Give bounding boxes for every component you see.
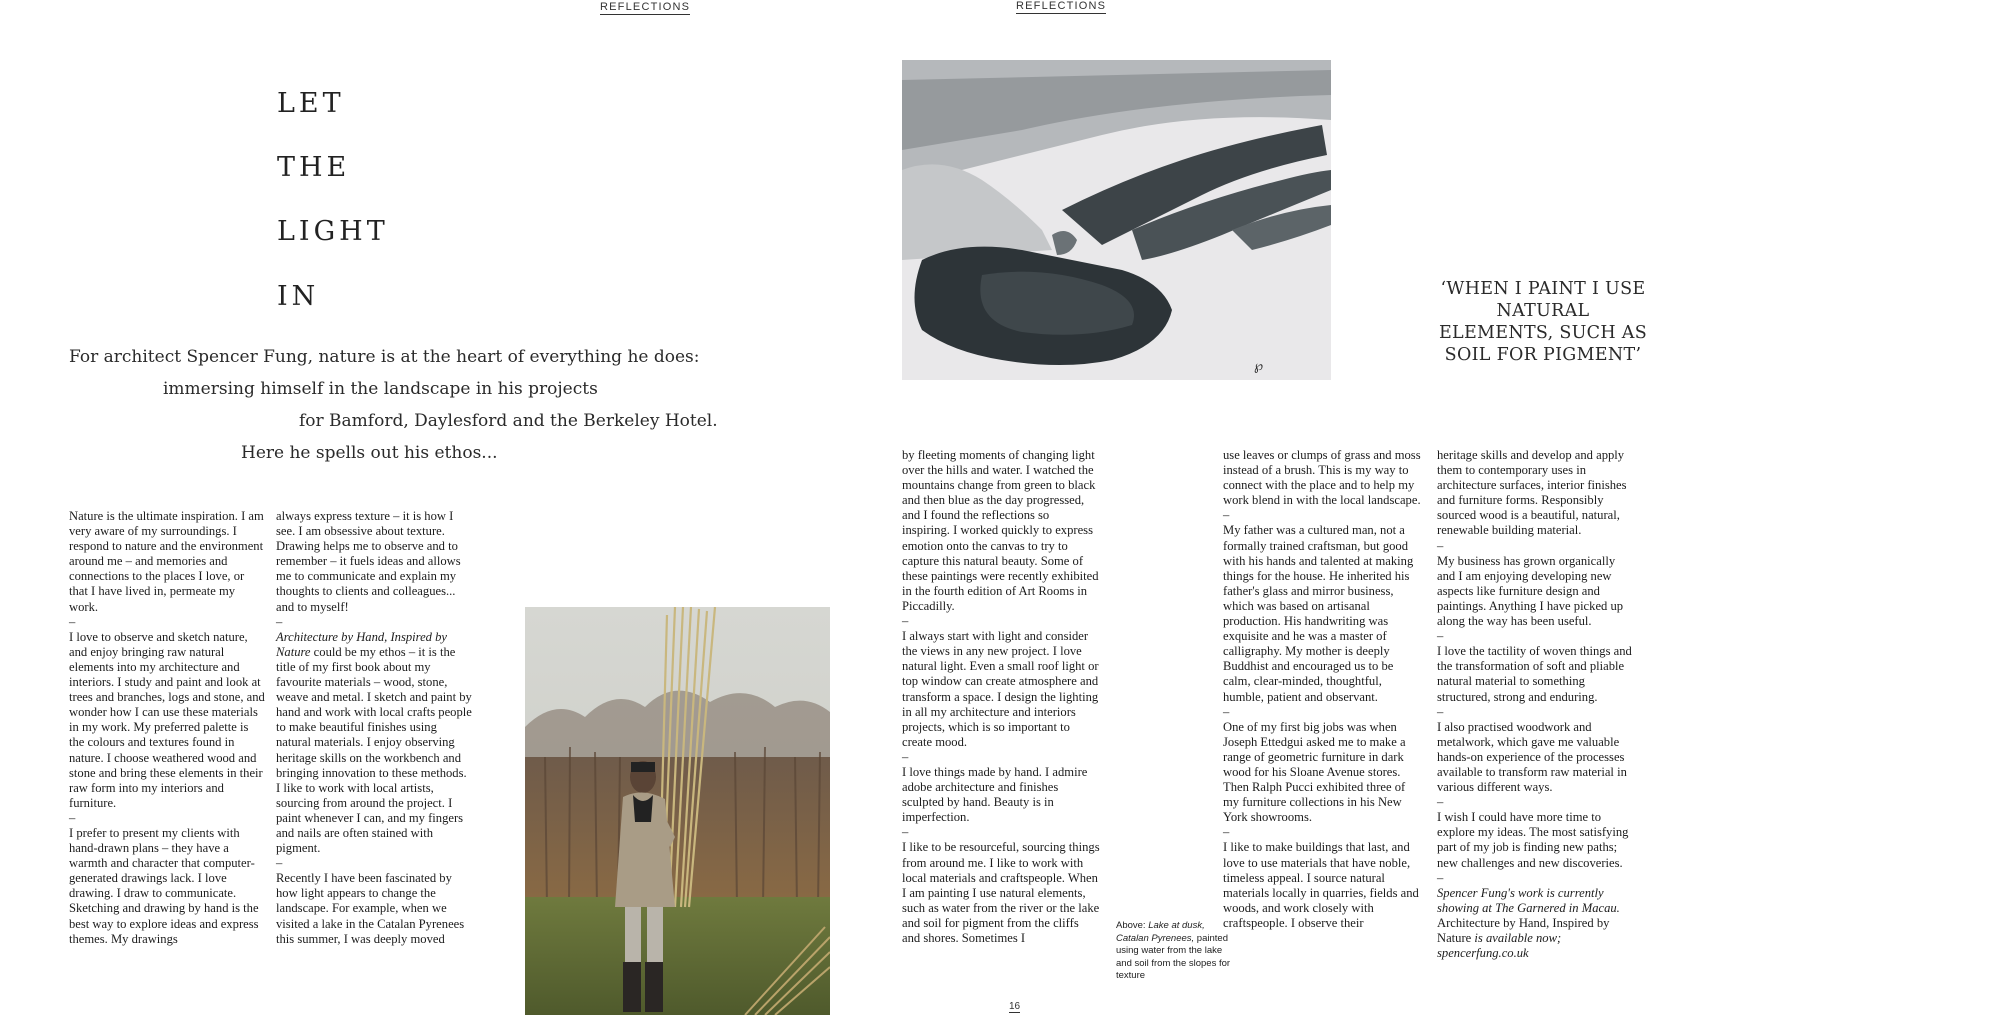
paragraph: use leaves or clumps of grass and moss instead of a brush. This is my way to connect with the place and to help my work blend in with the local landscape.: [1223, 448, 1421, 508]
paragraph-divider: –: [902, 825, 909, 840]
credit-book-title: Architecture by Hand, Inspired by Nature: [1437, 915, 1610, 945]
paragraph-divider: –: [1437, 795, 1444, 810]
section-label-right: REFLECTIONS: [1016, 0, 1107, 12]
paragraph: My father was a cultured man, not a formally trained craftsman, but good with his hands and talented at making things for the house. He inherited his father's glass and mirror business, which was based on artisanal production. His handwriting was exquisite and he was a master of calligraphy. My mother is deeply Buddhist and encouraged us to be calm, clear-minded, thoughtful, humble, patient and observant.: [1223, 523, 1414, 704]
portrait-photo-illustration: [525, 607, 830, 1015]
paragraph: I love to observe and sketch nature, and enjoy bringing raw natural elements into my architecture and interiors. I study and paint and look at trees and branches, logs and stone, and wonder how I can use these materials in my work. My preferred palette is the colours and textures found in nature. I choose weathered wood and stone and bring these elements in their raw form into my interiors and furniture.: [69, 629, 265, 810]
paragraph-divider: –: [1437, 538, 1444, 553]
caption-text: painted using water from the lake and soil from the slopes for texture: [1116, 932, 1231, 981]
paragraph: heritage skills and develop and apply them to contemporary uses in architecture surfaces, interior finishes and furniture forms. Responsibly sourced wood is a beautiful, natural, renewable building material.: [1437, 448, 1627, 538]
paragraph: I always start with light and consider the views in any new project. I love natural light. Even a small roof light or top window can create atmosphere and transform a space. I design the lighting in all my architecture and interiors projects, which is so important to create mood.: [902, 629, 1099, 749]
body-column-1: [69, 509, 265, 947]
body-column-5: [1437, 448, 1635, 961]
paragraph: always express texture – it is how I see. I am obsessive about texture. Drawing helps me to observe and to remember – it fuels ideas and allows me to communicate and explain my thoughts to clients and colleagues... and to myself!: [276, 509, 461, 614]
paragraph: I also practised woodwork and metalwork, which gave me valuable hands-on experience of the processes available to transform raw material in various different ways.: [1437, 719, 1627, 795]
title-word-let: LET: [277, 88, 345, 119]
paragraph: I prefer to present my clients with hand-drawn plans – they have a warmth and character that computer-generated drawings lack. I love drawing. I draw to communicate. Sketching and drawing by hand is the best way to explore ideas and express themes. My drawings: [69, 825, 259, 946]
paragraph: I wish I could have more time to explore my ideas. The most satisfying part of my job is finding new paths; new challenges and new discoveries.: [1437, 810, 1629, 870]
portrait-photo: [525, 607, 830, 1015]
paragraph: by fleeting moments of changing light over the hills and water. I watched the mountains change from green to black and then blue as the day progressed, and I found the reflections so inspiring. I worked quickly to express emotion onto the canvas to try to capture this natural beauty. Some of these paintings were recently exhibited in the fourth edition of Art Rooms in Piccadilly.: [902, 448, 1099, 613]
credit-line: [1437, 886, 1635, 961]
paragraph-divider: –: [902, 614, 909, 629]
body-column-2: [276, 509, 472, 947]
paragraph-divider: –: [1223, 704, 1230, 719]
credit-text: Spencer Fung's work is currently showing at The Garnered in Macau.: [1437, 885, 1620, 915]
paragraph-divider: –: [1437, 870, 1444, 885]
standfirst-line-1: For architect Spencer Fung, nature is at the heart of everything he does:: [69, 347, 700, 367]
pull-quote: ‘WHEN I PAINT I USE NATURAL ELEMENTS, SUCH AS SOIL FOR PIGMENT’: [1438, 279, 1648, 365]
title-word-in: IN: [277, 281, 320, 312]
lake-painting-illustration: [902, 60, 1331, 380]
book-title: Architecture by Hand, Inspired by Nature: [276, 629, 448, 659]
title-word-the: THE: [277, 152, 351, 183]
body-column-4: [1223, 448, 1421, 931]
caption-title: Lake at dusk, Catalan Pyrenees,: [1116, 920, 1205, 944]
paragraph: One of my first big jobs was when Joseph Ettedgui asked me to make a range of geometric furniture in dark wood for his Sloane Avenue stores. Then Ralph Pucci exhibited three of my furniture collections in his New York showrooms.: [1223, 719, 1406, 825]
paragraph-divider: –: [69, 810, 76, 825]
paragraph: Nature is the ultimate inspiration. I am very aware of my surroundings. I respond to nature and the environment around me – and memories and connections to the places I love, or that I have lived in, permeate my work.: [69, 509, 264, 614]
lake-painting: [902, 60, 1331, 380]
paragraph: I like to be resourceful, sourcing things from around me. I like to work with local materials and craftspeople. When I am painting I use natural elements, such as water from the river or the lake and soil for pigment from the cliffs and shores. Sometimes I: [902, 840, 1100, 945]
paragraph-divider: –: [69, 614, 76, 629]
paragraph: I love things made by hand. I admire adobe architecture and finishes sculpted by hand. Beauty is in imperfection.: [902, 764, 1088, 825]
paragraph: I like to make buildings that last, and love to use materials that have noble, timeless appeal. I source natural materials locally in quarries, fields and woods, and work closely with craftspeople. I observe their: [1223, 840, 1419, 930]
standfirst-line-4: Here he spells out his ethos...: [241, 443, 498, 463]
paragraph-divider: –: [276, 856, 283, 871]
section-label-left: REFLECTIONS: [600, 1, 691, 13]
standfirst-line-3: for Bamford, Daylesford and the Berkeley Hotel.: [299, 411, 718, 431]
painting-signature: ℘: [1254, 359, 1264, 374]
paragraph-divider: –: [1437, 629, 1444, 644]
credit-link: is available now; spencerfung.co.uk: [1437, 931, 1562, 961]
paragraph: I love the tactility of woven things and the transformation of soft and pliable natural material to something structured, strong and enduring.: [1437, 644, 1632, 704]
paragraph-divider: –: [1223, 825, 1230, 840]
paragraph: My business has grown organically and I am enjoying developing new aspects like furniture design and paintings. Anything I have picked up along the way has been useful.: [1437, 553, 1624, 629]
paragraph: [276, 630, 472, 856]
paragraph-divider: –: [276, 614, 283, 629]
paragraph-text: could be my ethos – it is the title of my first book about my favourite materials – wood, stone, weave and metal. I sketch and paint by hand and work with local crafts people to make beautiful finishes using natural materials. I enjoy observing heritage skills on the workbench and bringing innovation to these methods. I like to work with local artists, sourcing from around the project. I paint whenever I can, and my fingers and nails are often stained with pigment.: [276, 644, 472, 856]
paragraph-divider: –: [1223, 508, 1230, 523]
paragraph: Recently I have been fascinated by how light appears to change the landscape. For example, when we visited a lake in the Catalan Pyrenees this summer, I was deeply moved: [276, 871, 465, 946]
paragraph-divider: –: [1437, 704, 1444, 719]
page-number: 16: [1009, 1001, 1021, 1012]
painting-caption: [1116, 920, 1236, 983]
paragraph-divider: –: [902, 749, 909, 764]
caption-lead: Above:: [1116, 920, 1149, 931]
body-column-3: [902, 448, 1100, 946]
standfirst-line-2: immersing himself in the landscape in his projects: [163, 379, 598, 399]
title-word-light: LIGHT: [277, 216, 389, 247]
